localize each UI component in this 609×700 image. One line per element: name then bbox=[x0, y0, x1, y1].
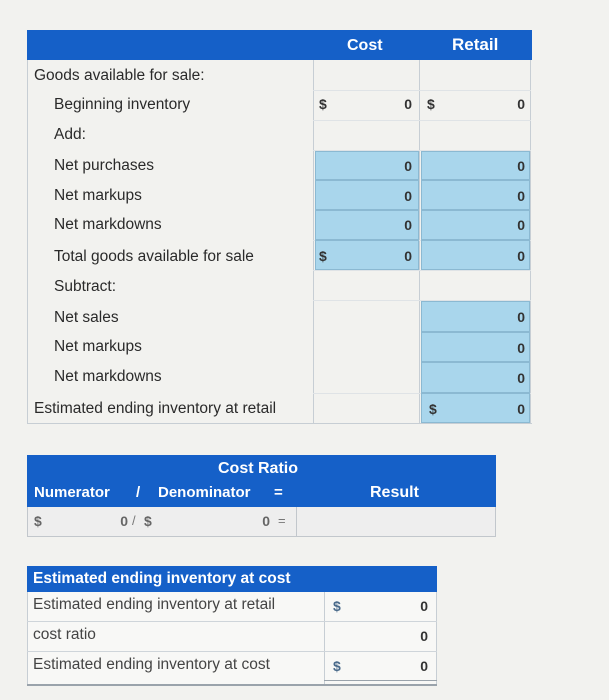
net-markdowns-cost-input[interactable]: 0 bbox=[315, 210, 419, 240]
total-goods-cost-cell: $ 0 bbox=[315, 240, 419, 270]
beginning-cost-dollar: $ bbox=[319, 96, 327, 112]
net-purchases-label: Net purchases bbox=[54, 157, 154, 174]
net-purchases-cost-input[interactable]: 0 bbox=[315, 151, 419, 180]
net-markdowns-subtract-label: Net markdowns bbox=[54, 368, 162, 385]
net-markups-label: Net markups bbox=[54, 187, 142, 204]
table-header bbox=[27, 30, 532, 60]
net-markdowns-sub-retail-input[interactable]: 0 bbox=[421, 362, 530, 393]
est-cost-row-retail-label: Estimated ending inventory at retail bbox=[33, 596, 276, 613]
formula-equals: = bbox=[278, 513, 286, 528]
est-cost-row-retail-dollar: $ bbox=[333, 598, 341, 614]
cost-ratio-row bbox=[27, 507, 496, 537]
denominator-dollar: $ bbox=[144, 513, 152, 529]
result-cell bbox=[296, 507, 496, 536]
net-markups-cost-input[interactable]: 0 bbox=[315, 180, 419, 210]
formula-slash: / bbox=[132, 513, 136, 528]
est-cost-row-ratio-value: 0 bbox=[420, 628, 428, 644]
est-cost-row-ratio-label: cost ratio bbox=[33, 626, 96, 643]
numerator-input[interactable]: 0 bbox=[120, 513, 128, 529]
column-header-retail: Retail bbox=[452, 35, 499, 54]
total-goods-label: Total goods available for sale bbox=[54, 248, 254, 265]
net-purchases-retail-input[interactable]: 0 bbox=[421, 151, 530, 180]
column-header-cost: Cost bbox=[347, 37, 383, 54]
est-cost-title: Estimated ending inventory at cost bbox=[33, 570, 291, 587]
add-label: Add: bbox=[54, 126, 86, 143]
result-label: Result bbox=[370, 484, 419, 501]
net-markups-retail-input[interactable]: 0 bbox=[421, 180, 530, 210]
cost-ratio-header bbox=[27, 455, 496, 507]
numerator-label: Numerator bbox=[34, 484, 110, 501]
est-cost-row-cost-label: Estimated ending inventory at cost bbox=[33, 656, 270, 673]
table-left-border bbox=[27, 60, 28, 424]
est-cost-row-cost-value: 0 bbox=[420, 658, 428, 674]
slash-label: / bbox=[136, 484, 141, 501]
net-sales-label: Net sales bbox=[54, 309, 119, 326]
numerator-dollar: $ bbox=[34, 513, 42, 529]
table-bottom-border bbox=[27, 423, 532, 424]
est-cost-row-cost-dollar: $ bbox=[333, 658, 341, 674]
total-goods-retail-cell: 0 bbox=[421, 240, 530, 270]
net-markdowns-retail-input[interactable]: 0 bbox=[421, 210, 530, 240]
est-cost-double-line bbox=[324, 680, 437, 681]
net-markups-subtract-label: Net markups bbox=[54, 338, 142, 355]
est-cost-bottom-border bbox=[27, 684, 437, 686]
beginning-inventory-label: Beginning inventory bbox=[54, 96, 191, 113]
net-markups-sub-retail-input[interactable]: 0 bbox=[421, 332, 530, 362]
beginning-cost-input[interactable]: 0 bbox=[404, 96, 412, 112]
beginning-retail-input[interactable]: 0 bbox=[517, 96, 525, 112]
net-sales-retail-input[interactable]: 0 bbox=[421, 301, 530, 332]
net-markdowns-label: Net markdowns bbox=[54, 216, 162, 233]
denominator-label: Denominator bbox=[158, 484, 251, 501]
est-cost-row-retail-value: 0 bbox=[420, 598, 428, 614]
est-ending-retail-label: Estimated ending inventory at retail bbox=[34, 400, 277, 417]
goods-available-heading: Goods available for sale: bbox=[34, 67, 205, 84]
est-cost-header bbox=[27, 566, 437, 592]
cost-ratio-title: Cost Ratio bbox=[218, 460, 298, 477]
denominator-input[interactable]: 0 bbox=[262, 513, 270, 529]
equals-label: = bbox=[274, 484, 283, 501]
est-ending-retail-cell: $ 0 bbox=[421, 393, 530, 423]
subtract-label: Subtract: bbox=[54, 278, 117, 295]
beginning-retail-dollar: $ bbox=[427, 96, 435, 112]
